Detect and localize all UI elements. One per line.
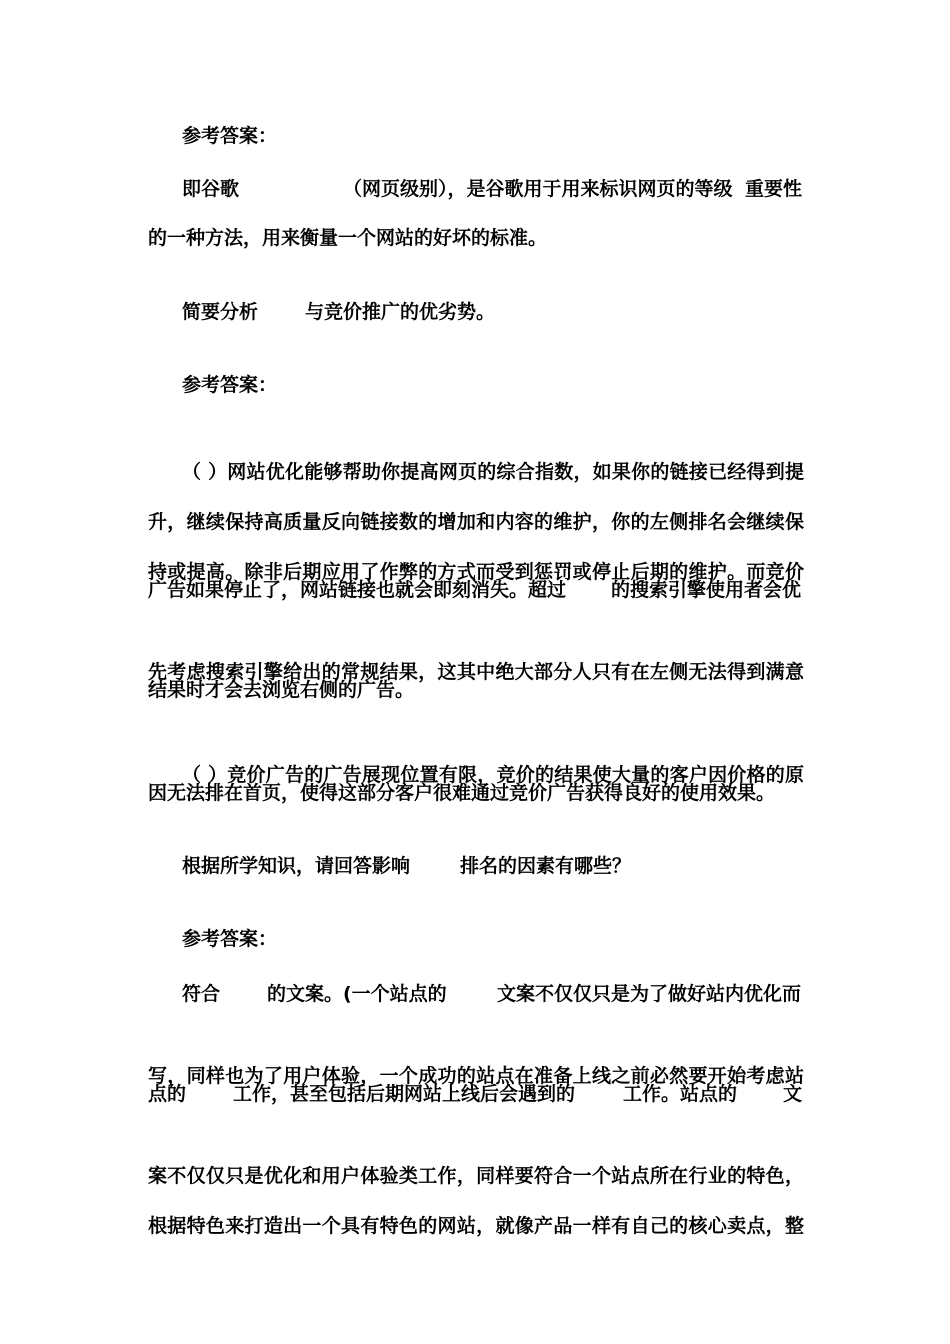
- question-heading: [0, 850, 950, 882]
- answer-label-text: 参考答案：: [182, 374, 278, 396]
- text-segment: 因无法排在首页，使得这部分客户很难通过竞价广告获得良好的使用效果。: [148, 782, 776, 804]
- paragraph-line: [0, 222, 950, 254]
- paragraph-line: [0, 1028, 950, 1087]
- text-segment: 符合: [182, 983, 221, 1005]
- paragraph-line: [0, 1178, 950, 1237]
- text-segment: 文: [783, 1083, 803, 1105]
- answer-label: [0, 923, 950, 955]
- answer-label: [0, 120, 950, 152]
- paragraph-line: [0, 474, 950, 533]
- text-segment: 点的: [148, 1083, 187, 1105]
- answer-label-text: 参考答案：: [182, 125, 278, 147]
- text-segment: 案不仅仅只是优化和用户体验类工作，同样要符合一个站点所在行业的特色，: [148, 1165, 804, 1187]
- paragraph-line: [0, 524, 950, 583]
- text-segment: 结果时才会去浏览右侧的广告。: [148, 679, 415, 701]
- text-segment: 的一种方法，用来衡量一个网站的好坏的标准。: [148, 227, 548, 249]
- text-segment: 根据所学知识，请回答影响: [182, 855, 411, 877]
- question-heading: [0, 296, 950, 328]
- paragraph-line: [0, 727, 950, 786]
- text-segment: （ ）网站优化能够帮助你提高网页的综合指数，如果你的链接已经得到提: [182, 461, 804, 483]
- paragraph-line: [0, 624, 950, 683]
- text-segment: 根据特色来打造出一个具有特色的网站，就像产品一样有自己的核心卖点，整: [148, 1215, 804, 1237]
- paragraph-line: [0, 777, 950, 809]
- text-segment: 升，继续保持高质量反向链接数的增加和内容的维护，你的左侧排名会继续保: [148, 511, 804, 533]
- text-segment: （ ）竞价广告的广告展现位置有限，竞价的结果使大量的客户因价格的原: [182, 764, 804, 786]
- text-segment: 简要分析: [182, 301, 259, 323]
- text-segment: 写，同样也为了用户体验，一个成功的站点在准备上线之前必然要开始考虑站: [148, 1065, 804, 1087]
- text-segment: 的搜索引擎使用者会优: [611, 579, 802, 601]
- text-segment: （网页级别），是谷歌用于用来标识网页的等级: [343, 178, 733, 200]
- text-segment: 先考虑搜索引擎给出的常规结果，这其中绝大部分人只有在左侧无法得到满意: [148, 661, 804, 683]
- paragraph-line: [0, 574, 950, 606]
- paragraph-line: [0, 674, 950, 706]
- text-segment: 文案不仅仅只是为了做好站内优化而: [497, 983, 802, 1005]
- text-segment: 的文案。(一个站点的: [267, 983, 447, 1005]
- text-segment: 即谷歌: [182, 178, 240, 200]
- paragraph-line: [0, 1078, 950, 1110]
- text-segment: 与竞价推广的优劣势。: [305, 301, 496, 323]
- answer-label-text: 参考答案：: [182, 928, 278, 950]
- answer-label: [0, 369, 950, 401]
- text-segment: 工作，甚至包括后期网站上线后会遇到的: [233, 1083, 576, 1105]
- paragraph-line: [0, 424, 950, 483]
- paragraph-line: [0, 978, 950, 1010]
- text-segment: 广告如果停止了，网站链接也就会即刻消失。超过: [148, 579, 567, 601]
- text-segment: 排名的因素有哪些？: [460, 855, 632, 877]
- paragraph-line: [0, 173, 950, 205]
- paragraph-line: [0, 1128, 950, 1187]
- text-segment: 重要性: [745, 178, 803, 200]
- text-segment: 工作。站点的: [623, 1083, 738, 1105]
- text-segment: 持或提高。除非后期应用了作弊的方式而受到惩罚或停止后期的维护。而竞价: [148, 561, 804, 583]
